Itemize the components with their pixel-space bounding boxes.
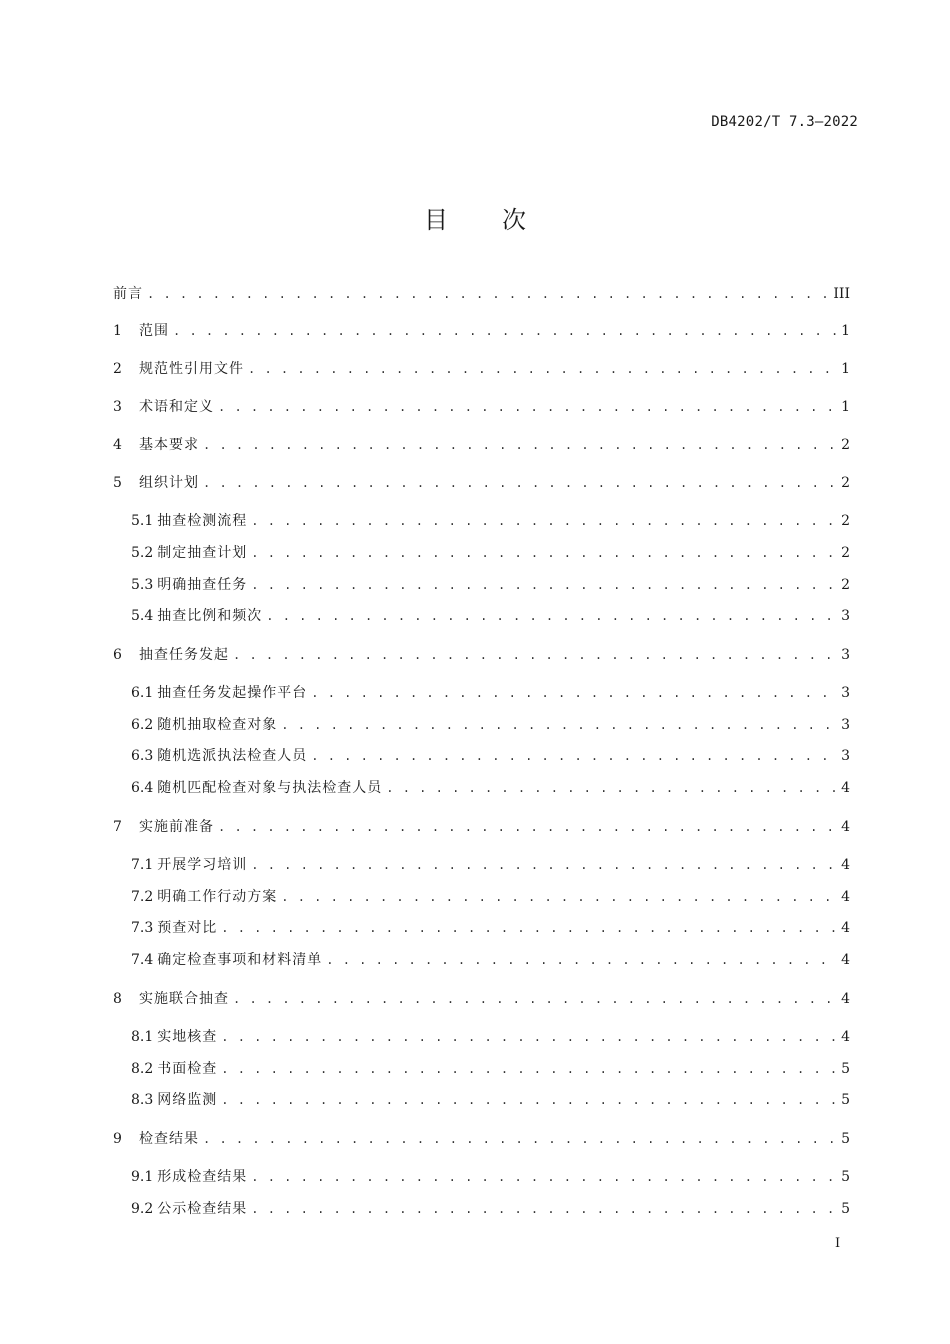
toc-entry-number: 1 bbox=[113, 323, 122, 339]
toc-entry[interactable] bbox=[131, 1166, 850, 1188]
toc-entry-number: 8.1 bbox=[131, 1029, 154, 1045]
toc-entry[interactable] bbox=[131, 1026, 850, 1048]
toc-entry-page: 2 bbox=[841, 513, 850, 529]
toc-entry-page: 1 bbox=[841, 361, 850, 377]
toc-entry-number: 9.1 bbox=[131, 1169, 154, 1185]
toc-entry[interactable] bbox=[131, 682, 850, 704]
toc-entry-label: 网络监测 bbox=[157, 1092, 218, 1108]
toc-entry[interactable] bbox=[113, 644, 850, 666]
toc-entry[interactable] bbox=[113, 988, 850, 1010]
toc-entry-number: 7.2 bbox=[131, 889, 154, 905]
toc-entry-label: 书面检查 bbox=[157, 1061, 218, 1077]
toc-entry-page: 3 bbox=[841, 748, 850, 764]
toc-dot-leader bbox=[173, 324, 837, 338]
toc-dot-leader bbox=[251, 1170, 837, 1184]
toc-dot-leader bbox=[218, 400, 837, 414]
toc-entry-label: 检查结果 bbox=[139, 1131, 199, 1147]
toc-entry-number: 2 bbox=[113, 361, 122, 377]
toc-entry[interactable] bbox=[131, 714, 850, 736]
toc-entry-page: 5 bbox=[841, 1201, 850, 1217]
toc-entry-number: 8.3 bbox=[131, 1092, 154, 1108]
toc-entry-number: 5.3 bbox=[131, 577, 154, 593]
toc-entry[interactable] bbox=[113, 320, 850, 342]
toc-entry-page: 5 bbox=[841, 1061, 850, 1077]
toc-entry-page: 5 bbox=[841, 1169, 850, 1185]
toc-entry[interactable] bbox=[131, 777, 850, 799]
toc-entry-label: 实施联合抽查 bbox=[139, 991, 229, 1007]
toc-entry[interactable] bbox=[131, 1058, 850, 1080]
toc-entry-number: 7 bbox=[113, 819, 122, 835]
toc-entry-page: 4 bbox=[841, 1029, 850, 1045]
toc-entry[interactable] bbox=[131, 1198, 850, 1220]
toc-entry-label: 确定检查事项和材料清单 bbox=[157, 952, 323, 968]
toc-entry[interactable] bbox=[131, 917, 850, 939]
toc-dot-leader bbox=[218, 820, 837, 834]
toc-title: 目次 bbox=[424, 206, 580, 234]
toc-entry-number: 7.1 bbox=[131, 857, 154, 873]
toc-entry-number: 6.1 bbox=[131, 685, 154, 701]
toc-dot-leader bbox=[266, 609, 837, 623]
toc-entry-label: 形成检查结果 bbox=[157, 1169, 248, 1185]
toc-entry-label: 随机选派执法检查人员 bbox=[157, 748, 308, 764]
toc-entry-number: 8 bbox=[113, 991, 122, 1007]
toc-entry[interactable] bbox=[113, 283, 850, 305]
toc-dot-leader bbox=[233, 648, 837, 662]
toc-entry-number: 6.3 bbox=[131, 748, 154, 764]
toc-entry-label: 抽查任务发起操作平台 bbox=[157, 685, 308, 701]
toc-entry-label: 抽查任务发起 bbox=[139, 647, 229, 663]
toc-entry[interactable] bbox=[131, 542, 850, 564]
toc-entry-page: 2 bbox=[841, 545, 850, 561]
toc-entry-label: 抽查比例和频次 bbox=[157, 608, 263, 624]
document-code: DB4202/T 7.3—2022 bbox=[711, 114, 858, 130]
toc-entry-page: 4 bbox=[841, 920, 850, 936]
toc-entry-number: 3 bbox=[113, 399, 122, 415]
toc-entry-label: 范围 bbox=[139, 323, 169, 339]
toc-dot-leader bbox=[251, 858, 837, 872]
toc-dot-leader bbox=[147, 287, 829, 301]
toc-entry[interactable] bbox=[131, 886, 850, 908]
toc-entry-label: 组织计划 bbox=[139, 475, 199, 491]
toc-entry-page: 4 bbox=[841, 991, 850, 1007]
toc-entry-number: 7.4 bbox=[131, 952, 154, 968]
toc-entry-label: 实施前准备 bbox=[139, 819, 214, 835]
toc-entry-page: III bbox=[833, 286, 850, 302]
toc-entry-label: 制定抽查计划 bbox=[157, 545, 248, 561]
toc-dot-leader bbox=[221, 921, 837, 935]
toc-dot-leader bbox=[251, 514, 837, 528]
toc-entry[interactable] bbox=[113, 396, 850, 418]
toc-entry-number: 6 bbox=[113, 647, 122, 663]
toc-entry-number: 5 bbox=[113, 475, 122, 491]
toc-entry-number: 5.4 bbox=[131, 608, 154, 624]
toc-dot-leader bbox=[251, 578, 837, 592]
toc-dot-leader bbox=[221, 1093, 837, 1107]
toc-dot-leader bbox=[326, 953, 837, 967]
toc-entry-label: 随机抽取检查对象 bbox=[157, 717, 278, 733]
toc-dot-leader bbox=[221, 1030, 837, 1044]
toc-entry[interactable] bbox=[131, 1089, 850, 1111]
toc-dot-leader bbox=[386, 781, 837, 795]
toc-dot-leader bbox=[203, 476, 837, 490]
toc-entry-page: 3 bbox=[841, 608, 850, 624]
toc-entry-page: 3 bbox=[841, 717, 850, 733]
toc-dot-leader bbox=[251, 1202, 837, 1216]
toc-entry-label: 开展学习培训 bbox=[157, 857, 248, 873]
toc-entry-label: 前言 bbox=[113, 286, 143, 302]
toc-entry-number: 5.1 bbox=[131, 513, 154, 529]
toc-entry[interactable] bbox=[113, 1128, 850, 1150]
toc-entry-number: 9 bbox=[113, 1131, 122, 1147]
toc-entry-number: 9.2 bbox=[131, 1201, 154, 1217]
toc-entry-label: 明确工作行动方案 bbox=[157, 889, 278, 905]
toc-entry[interactable] bbox=[113, 816, 850, 838]
toc-entry[interactable] bbox=[131, 949, 850, 971]
toc-entry-page: 1 bbox=[841, 399, 850, 415]
toc-entry-page: 5 bbox=[841, 1131, 850, 1147]
toc-dot-leader bbox=[251, 546, 837, 560]
toc-entry-number: 6.2 bbox=[131, 717, 154, 733]
toc-entry-page: 5 bbox=[841, 1092, 850, 1108]
toc-dot-leader bbox=[233, 992, 837, 1006]
toc-entry-label: 基本要求 bbox=[139, 437, 199, 453]
toc-entry-number: 5.2 bbox=[131, 545, 154, 561]
toc-entry-label: 公示检查结果 bbox=[157, 1201, 248, 1217]
toc-entry-number: 4 bbox=[113, 437, 122, 453]
toc-entry[interactable] bbox=[131, 745, 850, 767]
toc-entry[interactable] bbox=[113, 472, 850, 494]
toc-entry-page: 4 bbox=[841, 952, 850, 968]
toc-entry-label: 抽查检测流程 bbox=[157, 513, 248, 529]
toc-entry-page: 1 bbox=[841, 323, 850, 339]
toc-entry[interactable] bbox=[131, 605, 850, 627]
toc-entry-page: 4 bbox=[841, 889, 850, 905]
toc-entry[interactable] bbox=[131, 574, 850, 596]
toc-dot-leader bbox=[221, 1062, 837, 1076]
toc-dot-leader bbox=[311, 686, 837, 700]
toc-entry-page: 2 bbox=[841, 577, 850, 593]
toc-entry[interactable] bbox=[113, 434, 850, 456]
page-number: I bbox=[835, 1236, 841, 1251]
toc-entry-number: 8.2 bbox=[131, 1061, 154, 1077]
toc-entry-page: 2 bbox=[841, 437, 850, 453]
toc-entry-number: 6.4 bbox=[131, 780, 154, 796]
toc-dot-leader bbox=[203, 438, 837, 452]
toc-dot-leader bbox=[203, 1132, 837, 1146]
toc-entry[interactable] bbox=[113, 358, 850, 380]
toc-entry-page: 3 bbox=[841, 647, 850, 663]
toc-dot-leader bbox=[248, 362, 837, 376]
toc-entry-page: 4 bbox=[841, 819, 850, 835]
toc-entry-label: 术语和定义 bbox=[139, 399, 214, 415]
toc-entry[interactable] bbox=[131, 854, 850, 876]
toc-dot-leader bbox=[281, 890, 837, 904]
toc-dot-leader bbox=[281, 718, 837, 732]
toc-entry-label: 随机匹配检查对象与执法检查人员 bbox=[157, 780, 383, 796]
toc-entry-label: 预查对比 bbox=[157, 920, 218, 936]
toc-entry-label: 实地核查 bbox=[157, 1029, 218, 1045]
toc-entry-label: 规范性引用文件 bbox=[139, 361, 244, 377]
toc-entry-page: 2 bbox=[841, 475, 850, 491]
toc-dot-leader bbox=[311, 749, 837, 763]
toc-entry-page: 4 bbox=[841, 780, 850, 796]
toc-entry-page: 3 bbox=[841, 685, 850, 701]
toc-entry[interactable] bbox=[131, 510, 850, 532]
toc-entry-label: 明确抽查任务 bbox=[157, 577, 248, 593]
toc-entry-page: 4 bbox=[841, 857, 850, 873]
toc-entry-number: 7.3 bbox=[131, 920, 154, 936]
